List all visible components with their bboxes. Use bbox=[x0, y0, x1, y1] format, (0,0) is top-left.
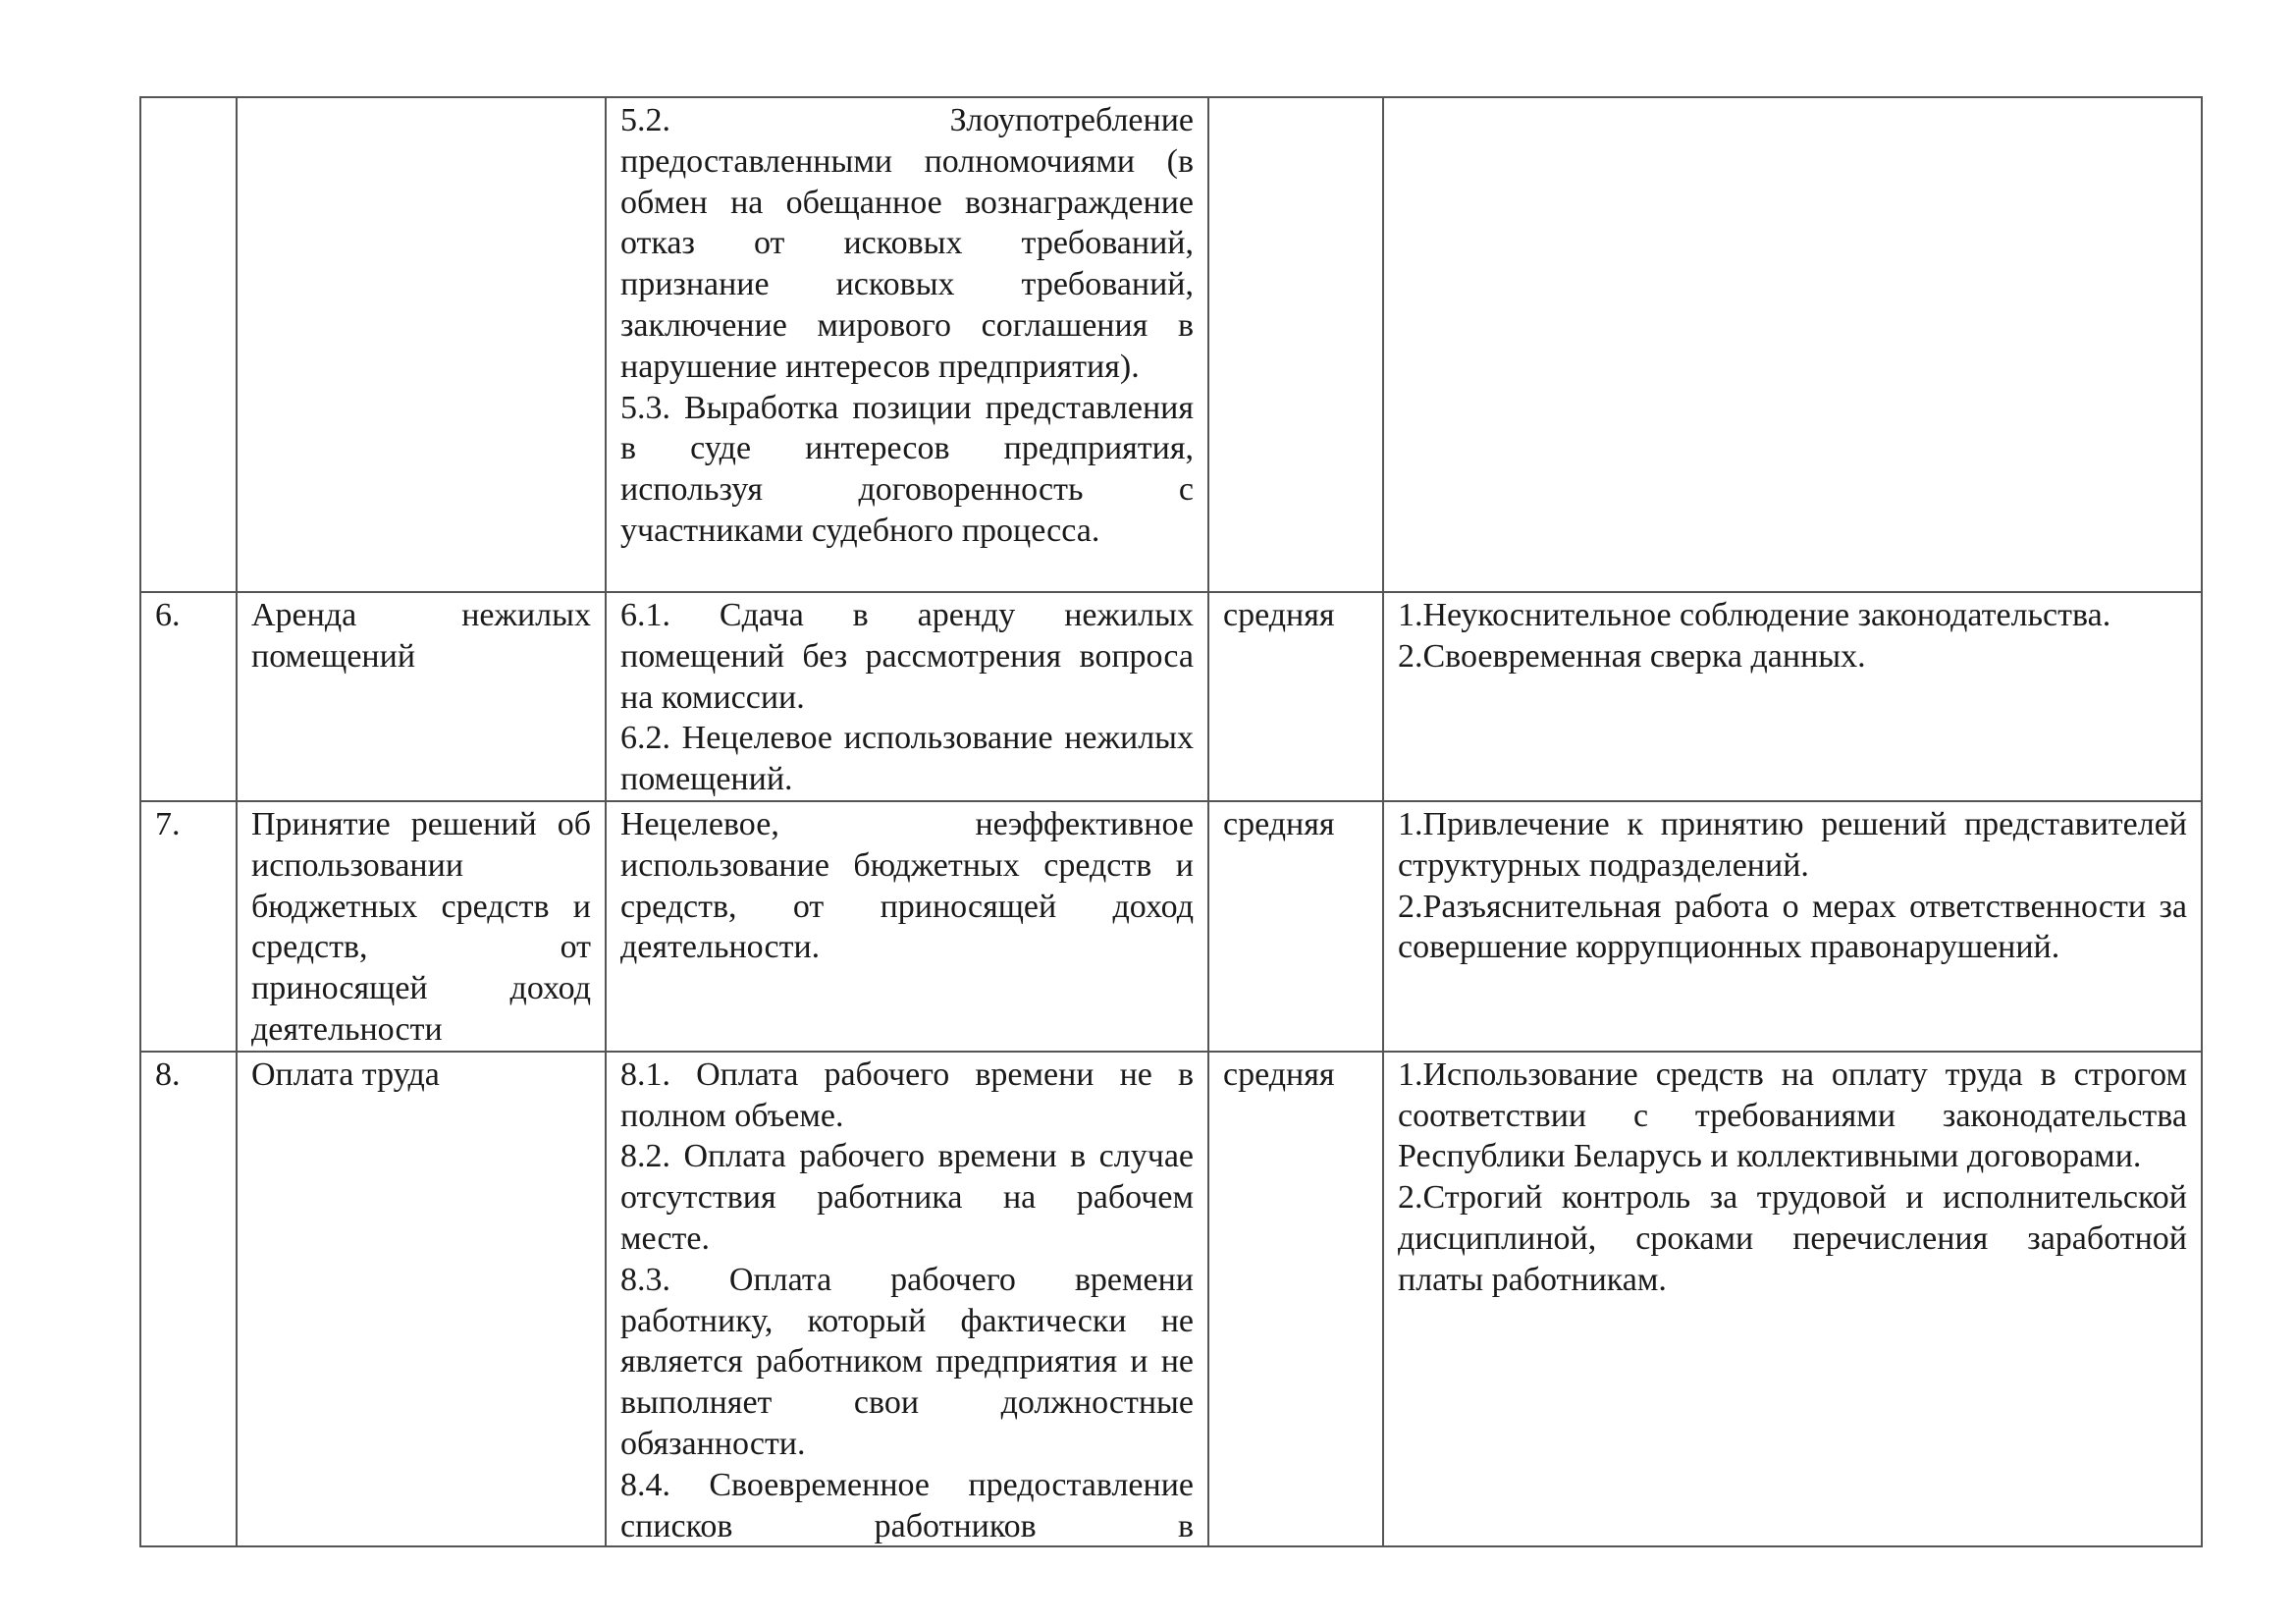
risk-cell-content bbox=[620, 1055, 1194, 1545]
measure-item: 1.Неукоснительное соблюдение законодательства. bbox=[1398, 597, 2111, 633]
measures-cell bbox=[1383, 592, 2202, 801]
measure-item: 1.Использование средств на оплату труда в строгом соответствии с требованиями законодательства Республики Беларусь и коллективными договорами. bbox=[1398, 1056, 2187, 1175]
table-row bbox=[140, 1052, 2202, 1546]
risk-item: 8.1. Оплата рабочего времени не в полном объеме. bbox=[620, 1056, 1194, 1134]
measure-item: 2.Разъяснительная работа о мерах ответственности за совершение коррупционных правонарушений. bbox=[1398, 888, 2187, 966]
measure-item: 2.Своевременная сверка данных. bbox=[1398, 637, 1866, 675]
process-cell bbox=[237, 97, 606, 592]
risk-item: Нецелевое, неэффективное использование бюджетных средств и средств, от приносящей доход деятельности. bbox=[620, 805, 1194, 966]
process-text: Аренда нежилых помещений bbox=[251, 597, 591, 675]
risk-level-cell bbox=[1208, 97, 1383, 592]
table-row bbox=[140, 592, 2202, 801]
risk-level: средняя bbox=[1223, 1056, 1335, 1093]
risk-cell bbox=[606, 592, 1208, 801]
risk-level-cell bbox=[1208, 1052, 1383, 1546]
process-cell bbox=[237, 1052, 606, 1546]
row-number: 7. bbox=[155, 805, 181, 842]
process-cell bbox=[237, 592, 606, 801]
process-cell bbox=[237, 801, 606, 1052]
measure-item: 1.Привлечение к принятию решений представителей структурных подразделений. bbox=[1398, 805, 2187, 884]
measures-cell bbox=[1383, 97, 2202, 592]
row-number-cell bbox=[140, 97, 237, 592]
row-number-cell bbox=[140, 1052, 237, 1546]
risk-cell bbox=[606, 1052, 1208, 1546]
risk-item: 8.3. Оплата рабочего времени работнику, который фактически не является работником предприятия и не выполняет свои должностные обязанности. bbox=[620, 1261, 1194, 1462]
row-number-cell bbox=[140, 801, 237, 1052]
measures-cell bbox=[1383, 801, 2202, 1052]
table-row bbox=[140, 97, 2202, 592]
process-text: Оплата труда bbox=[251, 1056, 440, 1093]
measures-cell bbox=[1383, 1052, 2202, 1546]
row-number: 8. bbox=[155, 1056, 181, 1093]
risk-item: 8.4. Своевременное предоставление списков работников в bbox=[620, 1466, 1194, 1544]
risk-item: 5.2. Злоупотребление предоставленными полномочиями (в обмен на обещанное вознаграждение отказ от исковых требований, признание исковых требований, заключение мирового соглашения в нарушение интересов предприятия). bbox=[620, 102, 1194, 385]
risk-level-cell bbox=[1208, 592, 1383, 801]
row-number-cell bbox=[140, 592, 237, 801]
risk-item: 8.2. Оплата рабочего времени в случае отсутствия работника на рабочем месте. bbox=[620, 1138, 1194, 1257]
risk-item: 6.2. Нецелевое использование нежилых помещений. bbox=[620, 720, 1194, 798]
risk-item: 6.1. Сдача в аренду нежилых помещений без рассмотрения вопроса на комиссии. bbox=[620, 597, 1194, 716]
corruption-risk-table bbox=[139, 96, 2203, 1547]
table-row bbox=[140, 801, 2202, 1052]
risk-level-cell bbox=[1208, 801, 1383, 1052]
risk-level: средняя bbox=[1223, 597, 1335, 633]
measure-item: 2.Строгий контроль за трудовой и исполнительской дисциплиной, сроками перечисления заработной платы работникам. bbox=[1398, 1179, 2187, 1298]
risk-item: 5.3. Выработка позиции представления в суде интересов предприятия, используя договоренность с участниками судебного процесса. bbox=[620, 389, 1194, 549]
risk-level: средняя bbox=[1223, 805, 1335, 842]
row-number: 6. bbox=[155, 597, 181, 633]
process-text: Принятие решений об использовании бюджетных средств и средств, от приносящей доход деятельности bbox=[251, 805, 591, 1048]
risk-cell bbox=[606, 97, 1208, 592]
risk-cell bbox=[606, 801, 1208, 1052]
